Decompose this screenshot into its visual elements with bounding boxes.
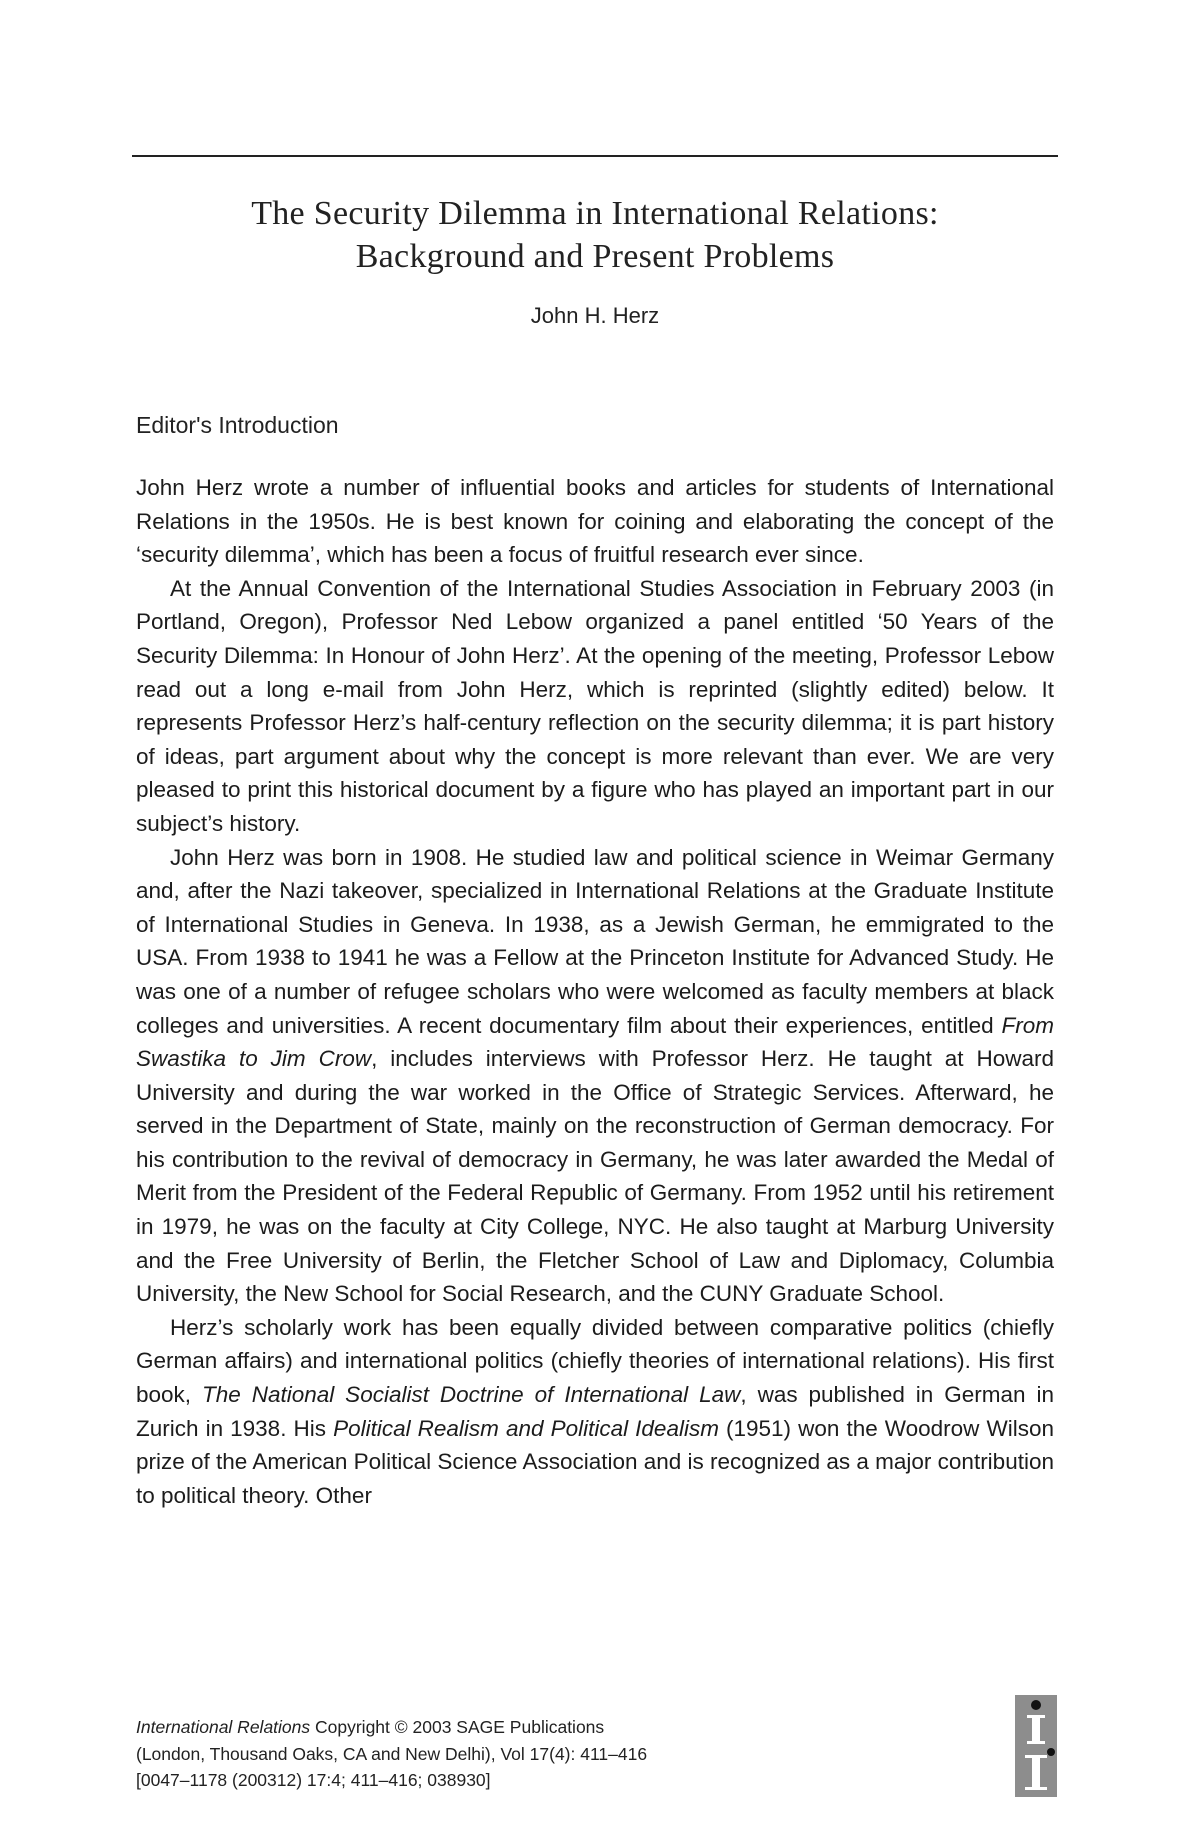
footer-line-2: (London, Thousand Oaks, CA and New Delhi), Vol 17(4): 411–416	[136, 1743, 648, 1764]
paragraph-4-text-c: (1951) won the Woodrow Wilson prize of the American Political Science Association and is recognized as a major contribution to political theory. Other	[136, 1415, 1054, 1508]
citation-footer	[136, 1714, 896, 1794]
article-title	[132, 192, 1058, 278]
paragraph-3	[136, 841, 1054, 1311]
paragraph-2: At the Annual Convention of the International Studies Association in February 2003 (in Portland, Oregon), Professor Ned Lebow organized a panel entitled ‘50 Years of the Security Dilemma: In Honour of John Herz’. At the opening of the meeting, Professor Lebow read out a long e-mail from John Herz, which is reprinted (slightly edited) below. It represents Professor Herz’s half-century reflection on the security dilemma; it is part history of ideas, part argument about why the concept is more relevant than ever. We are very pleased to print this historical document by a figure who has played an important part in our subject’s history.	[136, 575, 1054, 836]
film-title: From Swastika to Jim Crow	[136, 1012, 1054, 1072]
title-line-1: The Security Dilemma in International Relations:	[251, 195, 939, 232]
article-body	[136, 471, 1054, 1512]
copyright-text: Copyright © 2003 SAGE Publications	[310, 1717, 605, 1737]
footer-line-3: [0047–1178 (200312) 17:4; 411–416; 038930]	[136, 1770, 491, 1790]
ir-logo-glyph	[1015, 1695, 1057, 1797]
section-heading: Editor's Introduction	[136, 412, 339, 438]
article-author: John H. Herz	[530, 303, 660, 328]
footer-line-1	[136, 1714, 896, 1741]
paragraph-3-text-a: John Herz was born in 1908. He studied law and political science in Weimar Germany and, after the Nazi takeover, specialized in International Relations at the Graduate Institute of International Studies in Geneva. In 1938, as a Jewish German, he emmigrated to the USA. From 1938 to 1941 he was a Fellow at the Princeton Institute for Advanced Study. He was one of a number of refugee scholars who were welcomed as faculty members at black colleges and universities. A recent documentary film about their experiences, entitled	[136, 844, 1054, 1038]
ir-journal-logo-icon	[1015, 1695, 1057, 1797]
journal-name: International Relations	[136, 1717, 311, 1737]
title-line-2: Background and Present Problems	[355, 238, 835, 275]
header-rule	[132, 155, 1058, 157]
paragraph-1: John Herz wrote a number of influential books and articles for students of International Relations in the 1950s. He is best known for coining and elaborating the concept of the ‘security dilemma’, which has been a focus of fruitful research ever since.	[136, 475, 1054, 568]
paragraph-4-text-a: Herz’s scholarly work has been equally divided between comparative politics (chiefly German affairs) and international politics (chiefly theories of international relations). His first book,	[136, 1314, 1054, 1408]
paragraph-4-text-b: , was published in German in Zurich in 1938. His	[136, 1382, 1054, 1441]
book-title-1: The National Socialist Doctrine of International Law	[201, 1382, 741, 1408]
paragraph-3-text-b: , includes interviews with Professor Herz. He taught at Howard University and during the war worked in the Office of Strategic Services. Afterward, he served in the Department of State, mainly on the reconstruction of German democracy. For his contribution to the revival of democracy in Germany, he was later awarded the Medal of Merit from the President of the Federal Republic of Germany. From 1952 until his retirement in 1979, he was on the faculty at City College, NYC. He also taught at Marburg University and the Free University of Berlin, the Fletcher School of Law and Diplomacy, Columbia University, the New School for Social Research, and the CUNY Graduate School.	[136, 1046, 1054, 1307]
book-title-2: Political Realism and Political Idealism	[333, 1415, 719, 1441]
paragraph-4	[136, 1311, 1054, 1513]
